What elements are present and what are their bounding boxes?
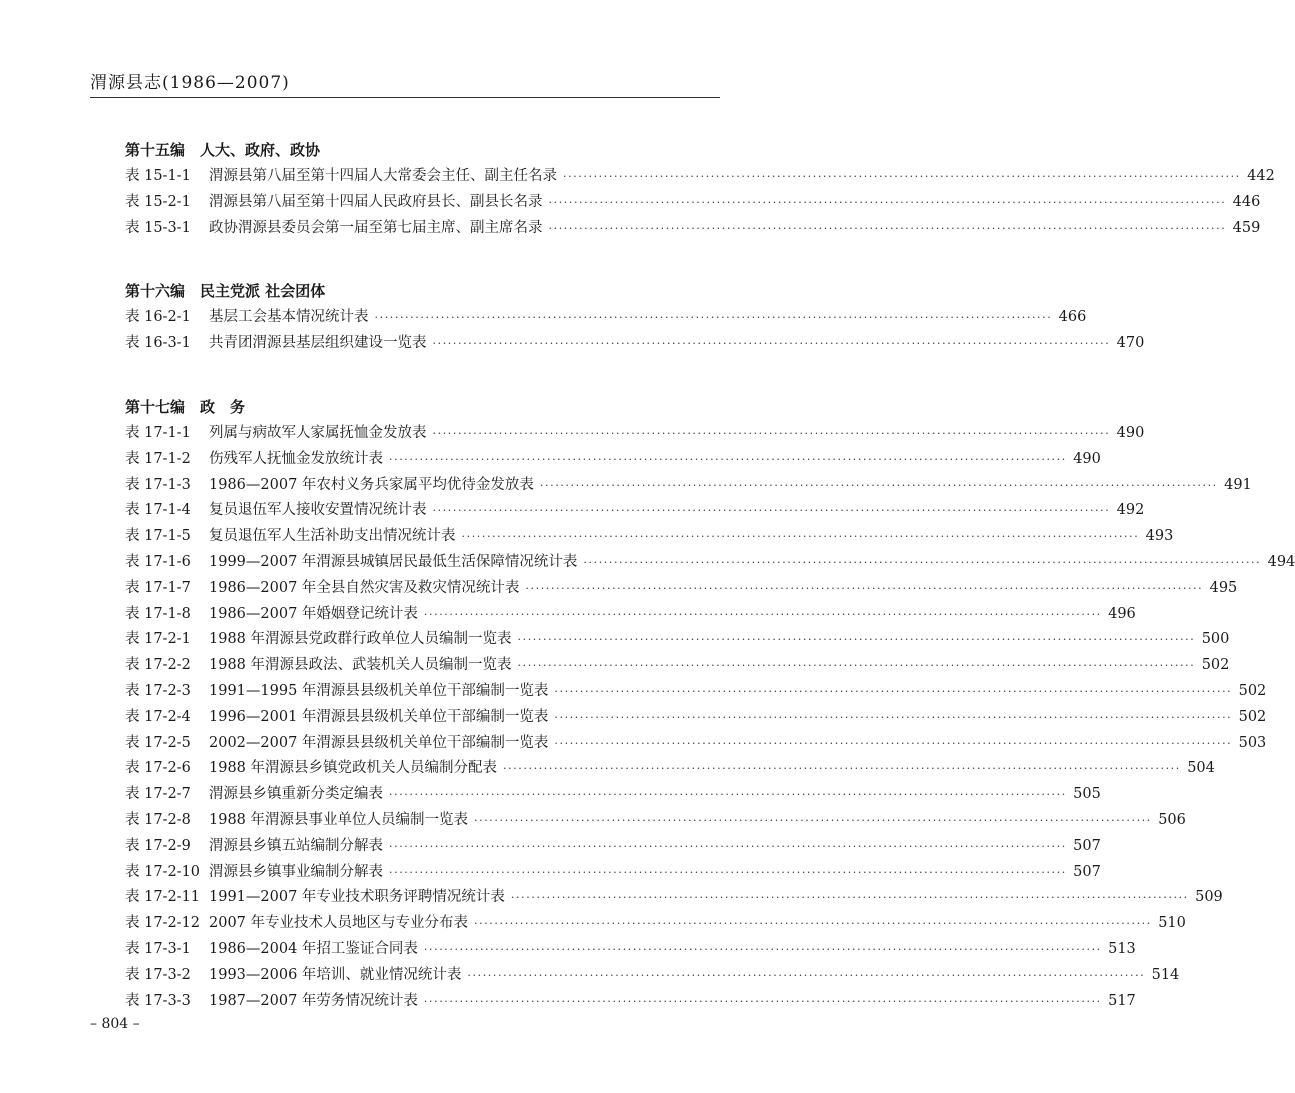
page-ref: 504 [1187,760,1215,777]
table-number: 表 17-2-4 [125,708,191,725]
table-number: 表 17-2-2 [125,657,191,674]
table-number: 表 17-1-4 [125,502,191,519]
toc-entry[interactable] [125,911,1186,937]
table-number: 表 17-2-10 [125,863,201,880]
table-title: 渭源县乡镇重新分类定编表 [209,786,383,803]
page-ref: 446 [1232,193,1261,210]
page-ref: 494 [1267,553,1295,570]
dot-leader [549,216,1227,242]
toc-entry[interactable] [125,331,1145,357]
page-ref: 459 [1232,219,1261,236]
dot-leader [424,989,1102,1015]
table-title: 1991—2007 年专业技术职务评聘情况统计表 [209,889,505,906]
table-title: 1993—2006 年培训、就业情况统计表 [209,966,462,983]
table-number: 表 17-3-3 [125,992,191,1009]
table-number: 表 17-1-1 [125,424,191,441]
table-title: 政协渭源县委员会第一届至第七届主席、副主席名录 [209,219,543,236]
table-title: 复员退伍军人生活补助支出情况统计表 [209,528,456,545]
toc-entry[interactable] [125,576,1238,602]
dot-leader [424,602,1102,628]
table-title: 列属与病故军人家属抚恤金发放表 [209,424,427,441]
toc-entry[interactable] [125,498,1145,524]
dot-leader [424,937,1102,963]
table-title: 1986—2007 年全县自然灾害及救灾情况统计表 [209,579,520,596]
toc-entry[interactable] [125,731,1267,757]
page-ref: 506 [1158,811,1186,828]
dot-leader [518,653,1196,679]
table-title: 渭源县第八届至第十四届人民政府县长、副县长名录 [209,193,543,210]
dot-leader [389,782,1067,808]
toc-entry[interactable] [125,963,1180,989]
dot-leader [389,447,1067,473]
page-ref: 517 [1108,992,1136,1009]
toc-entry[interactable] [125,524,1174,550]
table-number: 表 17-3-2 [125,966,191,983]
dot-leader [503,756,1181,782]
table-number: 表 17-1-3 [125,476,191,493]
page-ref: 509 [1195,889,1223,906]
dot-leader [554,705,1232,731]
toc-entry[interactable] [125,860,1101,886]
dot-leader [583,550,1261,576]
dot-leader [474,808,1152,834]
section-title: 第十五编 人大、政府、政协 [125,141,321,159]
table-number: 表 17-1-2 [125,450,191,467]
page-ref: 492 [1116,502,1145,519]
table-title: 1986—2007 年农村义务兵家属平均优待金发放表 [209,476,534,493]
dot-leader [389,834,1067,860]
table-title: 1986—2007 年婚姻登记统计表 [209,605,418,622]
table-number: 表 17-2-8 [125,811,191,828]
dot-leader [433,421,1111,447]
table-title: 复员退伍军人接收安置情况统计表 [209,502,427,519]
toc-entry[interactable] [125,473,1252,499]
section-title: 第十七编 政 务 [125,397,246,416]
table-title: 1986—2004 年招工鉴证合同表 [209,940,418,957]
page-ref: 442 [1247,168,1275,184]
dot-leader [549,190,1227,216]
page-ref: 507 [1073,837,1101,854]
page-ref: 490 [1116,424,1145,441]
toc-entry[interactable] [125,782,1101,808]
page-ref: 503 [1238,734,1267,751]
table-title: 伤残军人抚恤金发放统计表 [209,450,383,467]
toc-entry[interactable] [125,989,1136,1015]
page-ref: 502 [1238,682,1267,699]
toc-section [125,395,1295,1014]
page-ref: 490 [1073,450,1101,467]
table-title: 1988 年渭源县党政群行政单位人员编制一览表 [209,631,512,648]
page-ref: 507 [1073,863,1101,880]
table-number: 表 17-2-11 [125,889,201,906]
table-number: 表 15-2-1 [125,193,191,210]
table-number: 表 17-2-5 [125,734,191,751]
toc-entry[interactable] [125,190,1261,216]
toc-entry[interactable] [125,808,1186,834]
dot-leader [389,860,1067,886]
table-number: 表 17-1-8 [125,605,191,622]
table-number: 表 17-1-7 [125,579,191,596]
page-ref: 496 [1108,605,1136,622]
table-title: 1999—2007 年渭源县城镇居民最低生活保障情况统计表 [209,553,578,570]
table-title: 1988 年渭源县政法、武装机关人员编制一览表 [209,657,512,674]
table-title: 1988 年渭源县事业单位人员编制一览表 [209,811,469,828]
table-number: 表 15-1-1 [125,168,191,184]
table-title: 2007 年专业技术人员地区与专业分布表 [209,915,469,932]
page-ref: 514 [1151,966,1180,983]
table-title: 渭源县乡镇事业编制分解表 [209,863,383,880]
table-title: 渭源县第八届至第十四届人大常委会主任、副主任名录 [209,168,557,184]
page-number: – 804 – [90,1016,140,1032]
toc-entry[interactable] [125,447,1101,473]
table-title: 1996—2001 年渭源县县级机关单位干部编制一览表 [209,708,549,725]
dot-leader [563,164,1241,190]
toc-entry[interactable] [125,653,1230,679]
dot-leader [554,679,1232,705]
page-ref: 500 [1201,631,1230,648]
page-ref: 495 [1209,579,1238,596]
table-number: 表 17-2-3 [125,682,191,699]
table-number: 表 17-2-7 [125,786,191,803]
table-number: 表 17-3-1 [125,940,191,957]
table-title: 渭源县乡镇五站编制分解表 [209,837,383,854]
dot-leader [525,576,1203,602]
toc-entry[interactable] [125,164,1275,190]
dot-leader [433,331,1111,357]
table-title: 共青团渭源县基层组织建设一览表 [209,335,427,352]
toc-entry[interactable] [125,216,1261,242]
toc-entry[interactable] [125,679,1267,705]
toc-entry[interactable] [125,305,1087,331]
table-title: 1991—1995 年渭源县县级机关单位干部编制一览表 [209,682,549,699]
dot-leader [518,627,1196,653]
page-ref: 502 [1201,657,1230,674]
page-ref: 470 [1116,335,1145,352]
toc-entry[interactable] [125,627,1230,653]
running-header: 渭源县志(1986—2007) [90,73,290,93]
page-ref: 466 [1058,309,1087,326]
table-number: 表 17-2-9 [125,837,191,854]
page-ref: 493 [1145,528,1174,545]
table-number: 表 17-1-6 [125,553,191,570]
dot-leader [474,911,1152,937]
toc-entry[interactable] [125,885,1223,911]
table-number: 表 17-1-5 [125,528,191,545]
table-of-contents [125,138,1295,1052]
toc-entry[interactable] [125,705,1267,731]
dot-leader [467,963,1145,989]
toc-section [125,279,1145,357]
dot-leader [511,885,1189,911]
table-title: 基层工会基本情况统计表 [209,309,369,326]
table-title: 2002—2007 年渭源县县级机关单位干部编制一览表 [209,734,549,751]
table-title: 1987—2007 年劳务情况统计表 [209,992,418,1009]
page-ref: 505 [1073,786,1101,803]
toc-entry[interactable] [125,834,1101,860]
table-title: 1988 年渭源县乡镇党政机关人员编制分配表 [209,760,498,777]
toc-entry[interactable] [125,937,1136,963]
table-number: 表 17-2-12 [125,915,201,932]
page-ref: 513 [1108,940,1136,957]
toc-entry[interactable] [125,550,1295,576]
dot-leader [540,473,1218,499]
page-ref: 491 [1224,476,1252,493]
table-number: 表 17-2-1 [125,631,191,648]
table-number: 表 17-2-6 [125,760,191,777]
dot-leader [462,524,1140,550]
dot-leader [554,731,1232,757]
page-ref: 510 [1158,915,1186,932]
toc-entry[interactable] [125,421,1145,447]
toc-section [125,138,1275,241]
toc-entry[interactable] [125,602,1136,628]
table-number: 表 16-3-1 [125,335,191,352]
header-rule [90,97,720,98]
table-number: 表 16-2-1 [125,309,191,326]
page-ref: 502 [1238,708,1267,725]
toc-entry[interactable] [125,756,1215,782]
dot-leader [433,498,1111,524]
dot-leader [375,305,1053,331]
table-number: 表 15-3-1 [125,219,191,236]
section-title: 第十六编 民主党派 社会团体 [125,282,326,301]
